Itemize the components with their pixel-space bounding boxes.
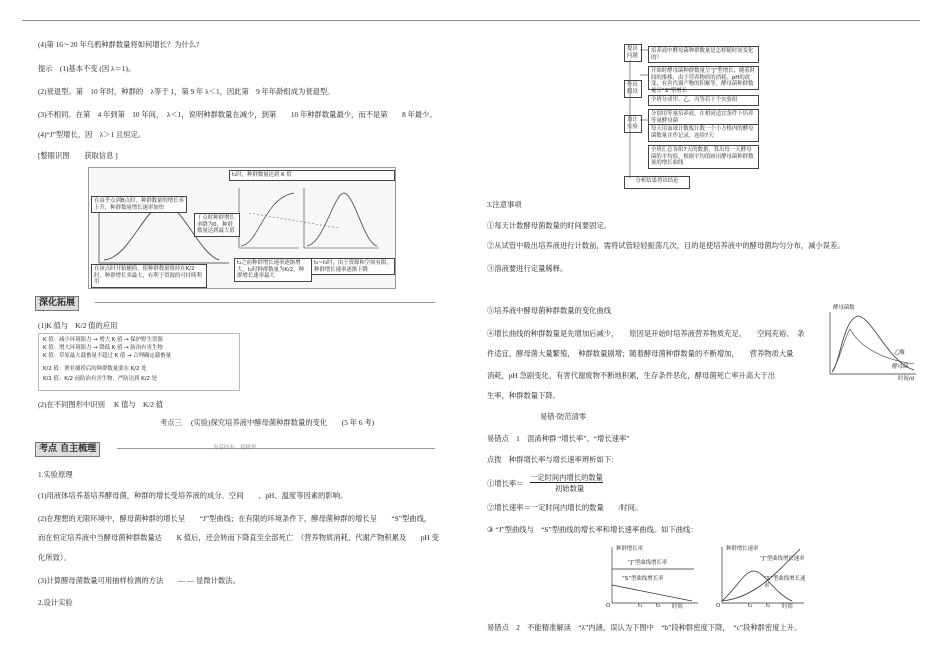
header-rule <box>22 20 920 21</box>
k-heading: (1)K 值与 K/2 值的应用 <box>38 321 118 330</box>
section-review: 考点 自主梳理 夯基固本 提精华 <box>35 442 435 455</box>
pitfall-2: 易错点 2 不能精准解读 “λ”内涵，误认为下图中 “b”段种群密度下降， “c”段种群密度上升。 <box>487 623 802 632</box>
answer-2: (2)衰退型。第 10 年时，种群的 λ等于 1，第 9 年 λ＜1，因此第 9 年年龄组成为衰退型。 <box>38 87 335 96</box>
pitfall-1: 易错点 1 混淆种群 “增长率”、“增长速率” <box>487 434 630 443</box>
note-1: ①每天计数酵母菌数量的时间要固定。 <box>487 221 612 230</box>
topic-3: 考点三 (实验)探究培养液中酵母菌种群数量的变化 (5 年 6 考) <box>160 418 375 427</box>
principle-2: (2)在理想的无限环境中，酵母菌种群的增长呈 “J”型曲线；在有限的环境条件下，酵母菌种群的增长呈 “S”型曲线， <box>38 514 432 523</box>
note-2: ②从试管中吸出培养液进行计数前，需将试管轻轻振荡几次，目的是使培养液中的酵母菌均匀分布，减小误差。 <box>487 241 845 250</box>
note-5: ⑤培养液中酵母菌种群数量的变化曲线 <box>487 306 612 315</box>
k-diagram: K 值：减小环境阻力 → 增大 K 值 → 保护野生资源 K 值：增大环境阻力 → 降低 K 值 → 防治有害生物 K 值：草原最大载畜量不超过 K 值 → 合理确定载畜量 K/2 值：渔业捕捞后的种群数量要在 K/2 处 K/2 值：K/2 前防治有害生物，严防达到 K/2 处 <box>38 333 240 391</box>
note-6a: ④增长曲线的种群数量是先增加后减少， 原因是开始时培养液营养物质充足、 空间充裕、 条 <box>487 329 805 338</box>
design-heading: 2.设计实验 <box>38 598 73 607</box>
hint: 提示 (1)基本不变 (因 λ＝1)。 <box>38 64 136 73</box>
note-d: 丁点时种群增长率降为0，种群数量达到最大值 <box>194 213 240 237</box>
pitfall-1-tip: 点拨 种群增长率与增长速率辨析如下： <box>487 455 619 464</box>
note-ab: 在由乎点到B点时，种群数量的增长率上升，种群数量增长速率加快 <box>91 196 187 213</box>
note-t2: t₂之前种群增长速率逐渐增大，t₂时种群数量为K/2，种群增长速率最大 <box>234 258 312 282</box>
note-harvest: 在该点时开始捕捞，使种群数量维持在K/2时，种群增长率最大，有利于资源的可持续利用 <box>91 264 207 288</box>
section-deepen: 深化拓展 <box>35 296 435 309</box>
note-3: ③溶液要进行定量稀释。 <box>487 264 568 273</box>
growth-curve-figure <box>88 167 396 289</box>
principle-1: (1)用液体培养基培养酵母菌，种群的增长受培养液的成分、空间 、pH、温度等因素的影响。 <box>38 491 348 500</box>
curve-intro: ③ “J”型曲线与 “S”型曲线的增长率和增长速率曲线。如下曲线： <box>487 525 698 534</box>
growth-speed-formula: ②增长速率＝一定时间内增长的数量 /时间。 <box>487 503 643 512</box>
rate-graph: 种群增长率 “J”型曲线增长率 “S”型曲线增长率 O t₁ t₂ 时间 <box>602 543 702 613</box>
note-6d: 生率，种群数量下降。 <box>487 391 560 400</box>
principle-heading: 1.实验原理 <box>38 470 73 479</box>
answer-4: (4)“J”型增长，因 λ＞1 且恒定。 <box>38 130 146 139</box>
pitfall-heading: 易错·防范清零 <box>540 412 587 421</box>
note-t2t3: t₂~t₃时，由于资源和空间有限，种群增长速率逐渐下降 <box>311 258 395 275</box>
note-6c: 消耗，pH 急剧变化，有害代谢废物不断地积累，生存条件恶化，酵母菌死亡率升高大于出 <box>487 371 776 380</box>
k-recognize: (2)在不同图形中识别 K 值与 K/2 值 <box>38 400 164 409</box>
yeast-curve: 酵母菌数 乙酶 酵母菌 时间/d <box>833 305 915 382</box>
question-4: (4)第 16～20 年乌鸦种群数量将如何增长？为什么? <box>38 40 200 49</box>
note-t1: t₁时，种群数量达到 K 值 <box>229 170 395 181</box>
notes-heading: 3.注意事项 <box>487 200 522 209</box>
speed-graph: 种群增长速率 “J”型曲线增长速率 “S”型曲线增长速率 O t₁ t₂ 时间 <box>716 546 806 610</box>
info-heading: [整眼识图 获取信息 ] <box>38 151 118 160</box>
principle-2c: 化所致）。 <box>38 553 71 562</box>
note-6b: 件适宜，酵母菌大量繁殖， 种群数量剧增；随着酵母菌种群数量的不断增加， 营养物质大量 <box>487 349 794 358</box>
principle-2b: 而在恒定培养液中当酵母菌种群数量达 K 值后，还会转而下降直至全部死亡 （营养物质消耗、代谢产物积累及 pH 变 <box>38 533 439 542</box>
answer-3: (3)不相同。在第 4 年到第 10 年间， λ＜1，说明种群数量在减少，到第 10 年种群数量最少，而不是第 8 年最少。 <box>38 110 437 119</box>
principle-3: (3)计算酵母菌数量可用抽样检测的方法 — — 显微计数法。 <box>38 576 240 585</box>
